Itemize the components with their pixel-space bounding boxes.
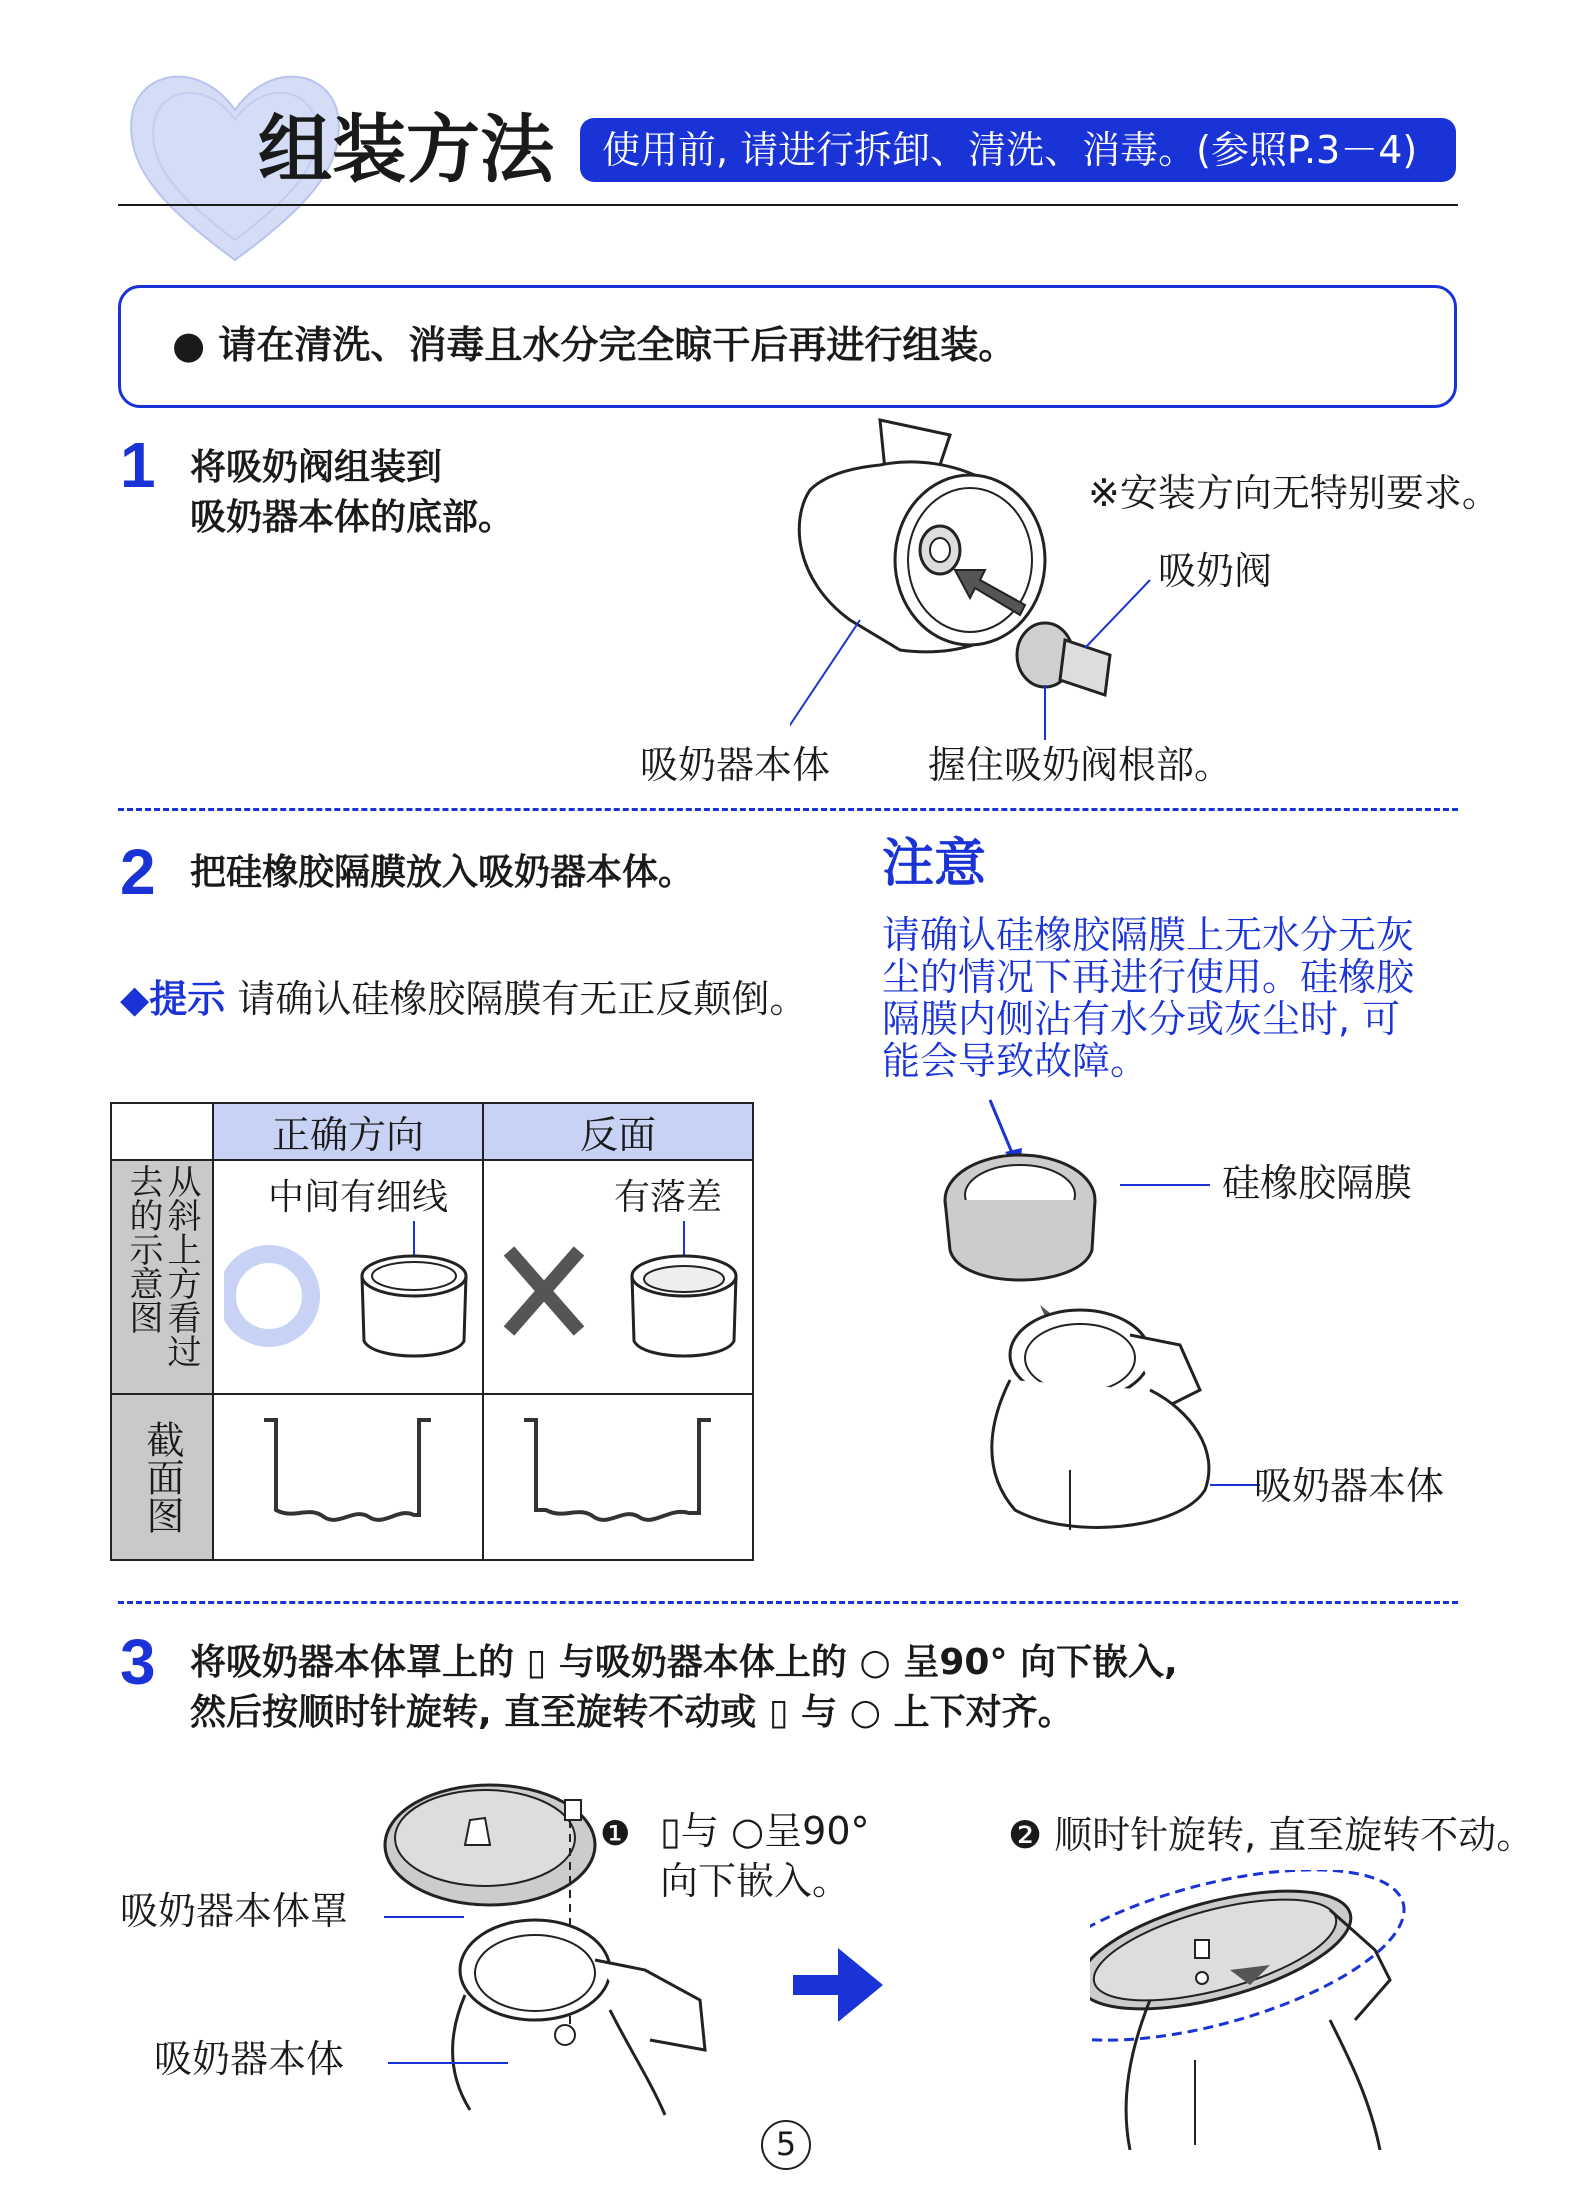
cell-reverse-angle [483,1160,753,1394]
step1-text-line2: 吸奶器本体的底部。 [190,497,515,538]
divider-1 [118,808,1458,811]
row-section-label [111,1394,213,1560]
caution-line: 隔膜内侧沾有水分或灰尘时, 可 [882,997,1401,1041]
cross-mark-icon [509,1251,579,1331]
cell-correct-angle [213,1160,483,1394]
step3-body-label: 吸奶器本体 [154,2037,345,2081]
sub1-number: ❶ [600,1814,631,1854]
table-corner [111,1103,213,1160]
membrane-label: 硅橡胶隔膜 [1222,1161,1413,1205]
reverse-section-drawing [484,1395,752,1555]
step2-number: 2 [120,836,156,908]
cell-correct-section [213,1394,483,1560]
hint-diamond-icon: ◆ [120,977,150,1021]
caution-line: 尘的情况下再进行使用。硅橡胶 [882,955,1415,999]
orientation-table [110,1102,754,1561]
step1-valve-label: 吸奶阀 [1158,549,1273,593]
hint-label: 提示 [149,977,226,1021]
hint-row [120,976,807,1022]
step3-text-line2: 然后按顺时针旋转, 直至旋转不动或 ▯ 与 ○ 上下对齐。 [190,1692,1074,1733]
body-leader [388,2062,508,2064]
sub2-text: ❷ 顺时针旋转, 直至旋转不动。 [1008,1813,1535,1857]
caution-line: 请确认硅橡胶隔膜上无水分无灰 [882,913,1415,957]
caution-title: 注意 [882,834,987,894]
step1-body-label: 吸奶器本体 [640,743,831,787]
page-title: 组装方法 [258,107,554,193]
step1-grip-label: 握住吸奶阀根部。 [928,743,1233,787]
step3-text-line1: 将吸奶器本体罩上的 ▯ 与吸奶器本体上的 ○ 呈90° 向下嵌入, [190,1642,1178,1683]
row-angle-label [111,1160,213,1394]
row-angle-text: 从斜上方看过去的示意图 [123,1164,201,1368]
sub1-line2: 向下嵌入。 [660,1859,851,1903]
notice-text: ● 请在清洗、消毒且水分完全晾干后再进行组装。 [172,323,1017,367]
step2-text: 把硅橡胶隔膜放入吸奶器本体。 [190,852,695,893]
divider-2 [118,1601,1458,1604]
sub1-line1: ▯与 ○呈90° [660,1809,870,1853]
col-reverse: 反面 [483,1103,753,1160]
step1-illustration [790,410,1170,740]
step1-note: ※安装方向无特别要求。 [1088,471,1500,515]
cover-leader [384,1916,464,1918]
caution-body [882,914,1414,1082]
col-correct: 正确方向 [213,1103,483,1160]
row-section-text: 截面图 [140,1420,184,1534]
correct-section-drawing [214,1395,482,1555]
subtitle-text: 使用前, 请进行拆卸、清洗、消毒。(参照P.3－4) [602,128,1418,172]
step3-right-illustration [1090,1870,1460,2150]
step1-text-line1: 将吸奶阀组装到 [190,447,443,488]
page-number: 5 [775,2125,797,2163]
cover-label: 吸奶器本体罩 [120,1889,349,1933]
next-arrow-icon [788,1940,888,2030]
step3-number: 3 [120,1626,156,1698]
reverse-note: 有落差 [614,1177,723,1218]
correct-note: 中间有细线 [268,1177,449,1218]
correct-illustration [224,1221,474,1386]
caution-line: 能会导致故障。 [882,1039,1149,1083]
hint-text: 请确认硅橡胶隔膜有无正反颠倒。 [237,977,808,1021]
circle-mark-icon [227,1254,311,1338]
header-rule [118,204,1458,206]
cell-reverse-section [483,1394,753,1560]
reverse-illustration [494,1221,744,1386]
step2-body-label: 吸奶器本体 [1254,1464,1445,1508]
step1-number: 1 [120,429,156,501]
